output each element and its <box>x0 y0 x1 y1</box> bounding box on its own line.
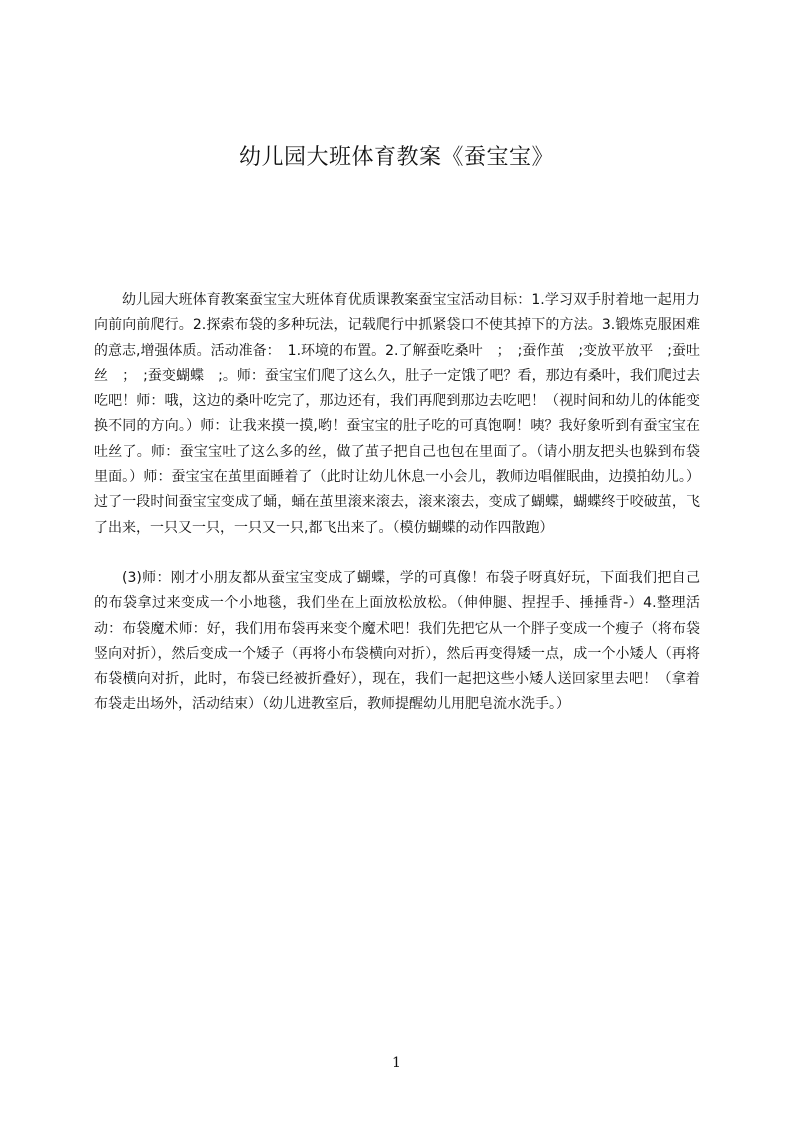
document-body <box>94 288 700 718</box>
body-paragraph-2: (3)师：刚才小朋友都从蚕宝宝变成了蝴蝶，学的可真像！布袋子呀真好玩，下面我们把自己的布袋拿过来变成一个小地毯，我们坐在上面放松放松。（伸伸腿、捏捏手、捶捶背-）4.整理活动：布袋魔术师：好，我们用布袋再来变个魔术吧！我们先把它从一个胖子变成一个瘦子（将布袋竖向对折），然后变成一个矮子（再将小布袋横向对折），然后再变得矮一点，成一个小矮人（再将布袋横向对折，此时，布袋已经被折叠好），现在，我们一起把这些小矮人送回家里去吧！（拿着布袋走出场外，活动结束）（幼儿进教室后，教师提醒幼儿用肥皂流水洗手。） <box>94 569 700 713</box>
page-number: 1 <box>392 1055 401 1071</box>
body-paragraph-1: 幼儿园大班体育教案蚕宝宝大班体育优质课教案蚕宝宝活动目标：1.学习双手肘着地一起用力向前向前爬行。2.探索布袋的多种玩法，记载爬行中抓紧袋口不使其掉下的方法。3.锻炼克服困难的意志,增强体质。活动准备： 1.环境的布置。2.了解蚕吃桑叶 ； ;蚕作茧 ;变放平放平 ;蚕吐丝 ； ;蚕变蝴蝶 ;。师：蚕宝宝们爬了这么久，肚子一定饿了吧？看，那边有桑叶，我们爬过去吃吧！师：哦，这边的桑叶吃完了，那边还有，我们再爬到那边去吃吧！（视时间和幼儿的体能变换不同的方向。）师：让我来摸一摸,哟！蚕宝宝的肚子吃的可真饱啊！咦？我好象听到有蚕宝宝在吐丝了。师：蚕宝宝吐了这么多的丝，做了茧子把自己也包在里面了。（请小朋友把头也躲到布袋里面。）师：蚕宝宝在茧里面睡着了（此时让幼儿休息一小会儿，教师边唱催眠曲，边摸拍幼儿。）过了一段时间蚕宝宝变成了蛹，蛹在茧里滚来滚去，滚来滚去，变成了蝴蝶，蝴蝶终于咬破茧，飞了出来，一只又一只，一只又一只,都飞出来了。（模仿蝴蝶的动作四散跑） <box>94 292 700 536</box>
document-title: 幼儿园大班体育教案《蚕宝宝》 <box>238 145 554 170</box>
